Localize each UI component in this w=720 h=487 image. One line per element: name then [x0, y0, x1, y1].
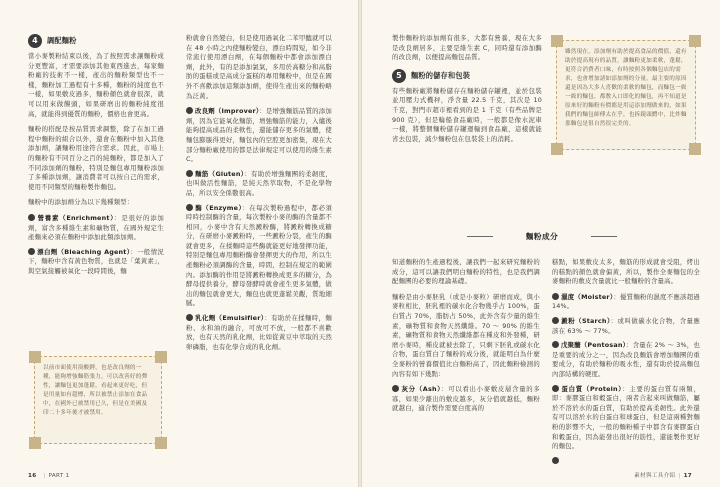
left-footer: 16 | PART 1 [28, 473, 70, 479]
section-number-badge: 5 [392, 69, 406, 83]
term-name: 漂白劑（Bleaching Agent） [37, 247, 131, 256]
section-title: 麵粉的儲存和包裝 [411, 70, 471, 80]
note-text: 雖然現在，添加劑有助於提高食品的價值，還有助於提高現有的品質，讓麵粉更加柔軟，蓬鬆，更符合消費者口味，有時按照各個麵包店的需求，也會增加諸如添加劑的分量，最主要的原因還是因為大多人喜歡的柔軟的麵包，而麵包一級一級的麵包，都敷入口即化的麵包，再不知道是原來好的麵粉有價都是用這添加劑做來的，如果我們的麵包師傅太在乎，也拆鏡頭體中，比炸麵那麵包是很自然很完美的。 [565, 49, 687, 127]
term-name: 營養素（Enrichment） [37, 213, 115, 222]
term-item [552, 293, 700, 312]
term-item [552, 385, 700, 452]
paragraph: 有些麵粉廠將麵粉儲存在麵粉儲存罐裡，並於包裝並用壓力式機秤，淨含量 22.5 千克，其次是 10 千克，對門市超市裡看到的是 1 千克（有些品牌是 900 克），但是輪船食品廠時，一般都是像水泥車一樣，將整個麵粉儲存罐運輸到食品廠，這樣就能省去包裝，減少麵粉包在包裝袋上的消耗。 [392, 86, 542, 143]
chapter-label: 素材與工具介紹 [634, 473, 676, 479]
paragraph: 麵粉中的添加劑分為以下幾種類型： [28, 198, 134, 207]
section-banner [497, 228, 587, 244]
term-item [186, 204, 332, 310]
term-item [186, 314, 332, 352]
paragraph: 麵粉的搭配是按品質需求調整，除了在加工過程中麵粉的組合以外，還會在麵粉中加入其他添加劑，讓麵粉用途符合需求。因此，市場上的麵粉有不同百分之百的純麵粉，都是加入了不同添加劑的麵粉，特別是麵包專用麵粉添加了多種添加劑，讓消費者可以按自己的需求，使用不同類型的麵粉製作麵包。 [28, 125, 164, 191]
term-desc: ：主要的蛋白質有兩類，即：麥膠蛋白和穀蛋白，兩者合起來叫做麵筋，屬於不溶於水的蛋白質，有助於提高柔韌性。此外還有可以溶於水的白蛋白和球蛋白，但是這兩種對麵粉的影響不大，一般的麵粉種子中都含有麥膠蛋白和穀蛋白，因為能發出很好的筋性，還能製作更好的麵包。 [552, 384, 701, 451]
note-text: 以前市面使用溴酸鉀，也是改良劑的一種，能夠增強麵筋張力，可以改善好的彈性，讓麵包更加蓬鬆，看起來更好吃，但是用量如有超標，所以被禁止添加在食品中，在國外已被禁用已久，但是在美國及印二十多年後才被禁用。 [43, 365, 148, 416]
term-name: 灰分（Ash） [401, 385, 442, 394]
section-title: 調配麵粉 [47, 36, 77, 46]
bullet-marker-icon [186, 314, 193, 321]
term-desc: ：是增強麵筋品質的添加劑，因為它能氧化麵筋，增強麵筋的能力，入爐後能夠提高成品的柔軟性，還能儲存更多的氣體，使麵包膨脹得更好，麵包內的空腔更加密集，現在大部分麵粉廠使用的都是法律規定可以使用的維生素 C。 [186, 107, 332, 164]
bullet-marker-icon [552, 317, 559, 324]
term-desc: ：可以看出小麥敷皮層含量的多寡，如果少離出的敷皮越多，灰分值就越低，麵粉就越白，適合製作需要白度高的 [392, 385, 541, 413]
page-number: 16 [28, 473, 37, 479]
left-column-2 [186, 34, 332, 357]
note-box [556, 40, 696, 150]
term-name: 戊聚醣（Pentosan） [561, 341, 627, 350]
section-4-heading [28, 34, 164, 48]
term-desc: ：優質麵粉的濕度不應該超過 14%。 [552, 292, 700, 311]
term-desc: ：在每次製粉過程中，都必須時時控制酶的含量，每次製粉小麥的酶的含量都不相同，小麥中含有天然澱粉酶，將澱粉轉換成糖分，在研磨小麥澱粉時，一些澱粉分裂，產生的酶就會更多，在揉麵時這些酶就能更好地發揮功能，特別是麵包專用麵粉酶會發揮更大的作用，所以生產麵粉必須調酶的含量，時間，控制在規定的範圍內。添加酶的作用是將澱粉轉換成更多的糖分，為酵母提供養分，酵母發酵時就會產生更多氣體，做出的麵包就會更大，麵包也就更蓬鬆美觀，質地細膩。 [186, 203, 332, 308]
term-item [186, 170, 332, 199]
term-item [552, 317, 700, 336]
paragraph: 製作麵粉的添加劑有很多，大都有營養，現在大多是改良劑居多，主要是維生素 C，同時還有添加酶的改良劑，以便提高麵包品質。 [392, 34, 542, 62]
term-item [552, 341, 700, 379]
term-name: 改良劑（Improver） [195, 107, 260, 116]
term-desc: ：是很好的添加劑，富含多種維生素和礦物質，在國外規定生產麵來必須在麵粉中添加此類添加劑。 [28, 213, 164, 242]
part-label: PART 1 [48, 473, 70, 479]
term-item [392, 385, 540, 414]
section-number-badge: 4 [28, 34, 42, 48]
term-name: 麵筋（Gluten） [195, 169, 245, 178]
term-item [186, 107, 332, 165]
right-column-1 [392, 34, 542, 150]
bullet-marker-icon [552, 385, 559, 392]
term-name: 酶（Enzyme） [195, 203, 243, 212]
bullet-marker-icon [186, 107, 193, 114]
term-desc: ：含量在 2% ～ 3%，也是重要的成分之一，因為改良麵筋會增加麵團的重要成分，有助於麵粉的吸水性，還有助於提高麵包內部結構的硬度。 [552, 341, 700, 378]
paragraph: 知道麵粉的生產過程後，讓我們一起來研究麵粉的成分，這可以讓我們明白麵粉的特性，也是我們調配麵團的必要的理論基礎。 [392, 258, 540, 286]
note-box [34, 356, 162, 444]
term-desc: ：有助於在揉麵時，麵粉、水和油的融合，可放可不放，一般都不喜歡放，也有天然的乳化劑，比如從黃豆中萃取的天然卵磷脂，也有化學合成的乳化劑。 [186, 314, 333, 351]
bullet-marker-icon [28, 248, 35, 255]
bullet-marker-icon [186, 204, 193, 211]
bullet-marker-icon [552, 457, 559, 464]
term-name: 濕度（Moister） [561, 292, 614, 301]
page-number: 17 [683, 473, 692, 479]
term-name: 蛋白質（Protein） [561, 384, 623, 393]
section-5-heading [392, 69, 542, 83]
right-column-2a [392, 258, 540, 419]
term-item [28, 214, 164, 243]
term-desc: ：有助於增強麵團的柔韌度，也叫做活性麵筋，是純天然萃取物，不是化學物品，所以安全係數很高。 [186, 169, 332, 197]
term-desc: ：一般情況下，麵粉中含有黃色物質，也就是「葉黃素」，與空氣接觸被氧化一段時間後，麵 [28, 247, 164, 275]
bullet-marker-icon [392, 385, 399, 392]
paragraph: 粉就會自然變白，但是使用過氧化二苯甲醯就可以在 48 小時之內使麵粉變白，漂白時間短，如今非常流行使用漂白劑，在每個麵粉中都會添加漂白劑，此外，有的是添加氯氣，多用於高糖分和高脂肪的蛋糕或是高成分蛋糕的專用麵粉中，但是在國外不喜歡添加這類添加劑，使得生產出來的麵粉略為泛黃。 [186, 34, 332, 100]
left-column-1 [28, 34, 164, 281]
term-name: 澱粉（Starch） [561, 316, 611, 325]
section-banner-title: 麵粉成分 [525, 231, 559, 241]
right-column-2b [552, 258, 700, 471]
bullet-marker-icon [186, 170, 193, 177]
bullet-marker-icon [552, 341, 559, 348]
bullet-marker-icon [552, 293, 559, 300]
term-desc: ：或叫做碳水化合物，含量應該在 63% ～ 77%。 [552, 316, 700, 335]
paragraph: 糕點，如果敷皮太多，麵筋的形成就會受阻，烤出的糕點的顏色就會偏黃，所以，製作全麥麵包的全麥麵粉的敷皮含量就比一般麵粉的含量高。 [552, 258, 700, 286]
term-name: 乳化劑（Emulsifier） [195, 314, 265, 323]
paragraph: 麵粉是由小麥胚乳（或是小麥粒）研磨而成，與小麥粒相比，胚乳裡的碳水化合物幾乎占 100%，蛋白質占 70%，脂肪占 50%，此外含有少量的維生素，礦物質和食物天然纖維。70 ～ 90% 的維生素，礦物質和食物天然纖維都在種皮和外發種，研磨小麥時，種皮就被去除了，只剩下胚乳或碳水化合物，蛋白質白了麵粉的成分後，就能明白為什麼全麥粉的營養價值比白麵粉高了，因此麵粉檢測的內容有如下幾點： [392, 292, 540, 378]
right-page [362, 0, 720, 487]
left-page [0, 0, 358, 487]
bullet-marker-icon [28, 214, 35, 221]
term-item [28, 248, 164, 277]
right-footer: 素材與工具介紹 | 17 [634, 473, 692, 479]
paragraph: 當小麥製粉結束以後，為了按照需求讓麵粉成分更豐富，才需要添加其他東西進去，每家麵粉廠的技術不一樣，產出的麵粉類型也不一樣，麵粉加工過程有十多種，麵粉的純度也不一樣，如果敷皮過多，麵粉顏色就會很深，就可以用來做饅頭，如果研磨出的麵粉純度很高，就能得到優質的麵粉，價格也會更高。 [28, 52, 164, 118]
term-item [552, 457, 700, 467]
